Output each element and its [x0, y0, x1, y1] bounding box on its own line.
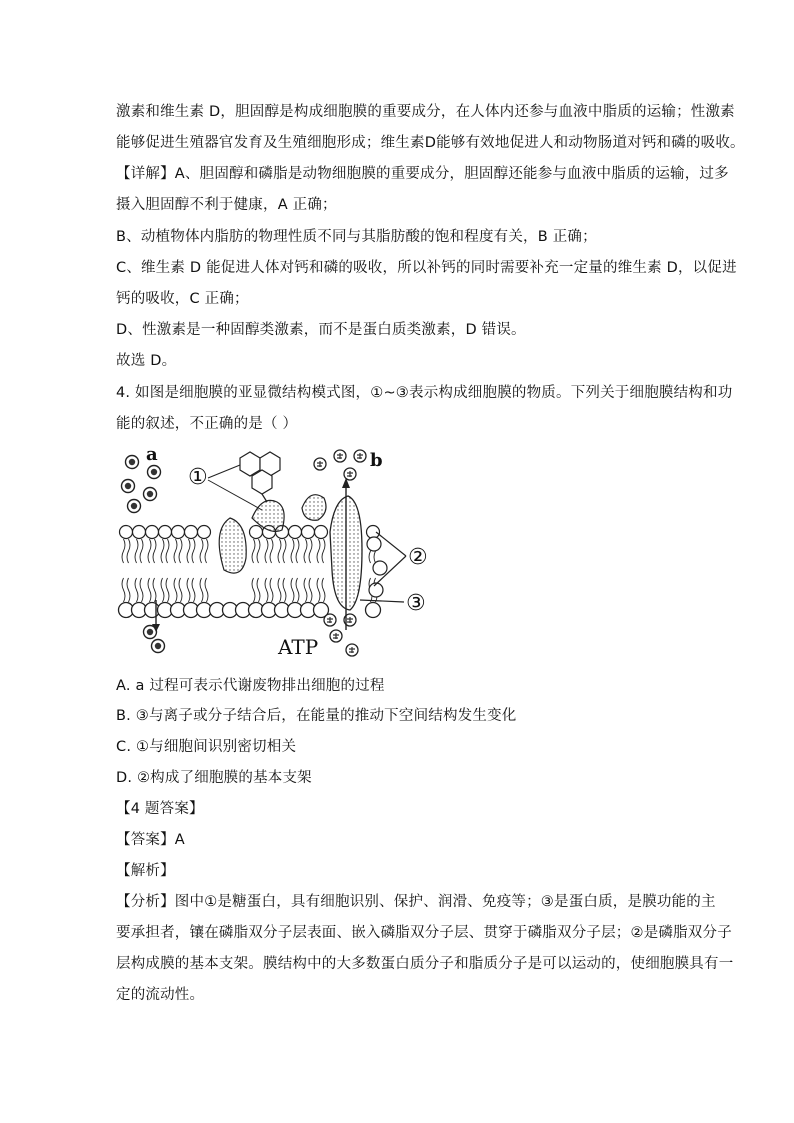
analysis-line: 层构成膜的基本支架。膜结构中的大多数蛋白质分子和脂质分子是可以运动的，使细胞膜具有一 — [116, 956, 734, 972]
text-line: 故选 D。 — [116, 353, 177, 369]
text-line: 钙的吸收，C 正确； — [116, 291, 249, 307]
phospholipid-head — [315, 526, 328, 539]
lipid-tail — [278, 578, 281, 602]
phospholipid-head — [366, 603, 381, 618]
lipid-tail — [127, 578, 130, 602]
label-b: b — [370, 450, 383, 471]
lipid-tail — [309, 539, 312, 563]
text-line: 能够促进生殖器官发育及生殖细胞形成；维生素D能够有效地促进人和动物肠道对钙和磷的吸收。 — [116, 135, 745, 151]
lipid-tail — [296, 578, 299, 602]
phospholipid-head — [185, 526, 198, 539]
lipid-tail — [187, 539, 190, 563]
phospholipid-head — [302, 526, 315, 539]
phospholipid-head — [120, 526, 133, 539]
label-1: ① — [188, 465, 208, 490]
phospholipid-head — [146, 526, 159, 539]
lipid-tail — [166, 539, 169, 563]
phospholipid-head — [172, 526, 185, 539]
lipid-tail — [322, 539, 325, 563]
text-line: B、动植物体内脂肪的物理性质不同与其脂肪酸的饱和程度有关，B 正确； — [116, 229, 597, 245]
phospholipid-head — [250, 526, 263, 539]
analysis-line: 【分析】图中①是糖蛋白，具有细胞识别、保护、润滑、免疫等；③是蛋白质，是膜功能的主 — [116, 894, 716, 910]
lipid-tail — [322, 578, 325, 602]
lipid-tail — [291, 539, 294, 563]
lipid-tail — [153, 578, 156, 602]
phospholipid-head — [369, 583, 383, 597]
lipid-tail — [192, 539, 195, 563]
lipid-tail — [283, 578, 286, 602]
lipid-tail — [140, 539, 143, 563]
text-line: 【详解】A、胆固醇和磷脂是动物细胞膜的重要成分，胆固醇还能参与血液中脂质的运输，过多 — [116, 166, 729, 182]
lipid-tail — [200, 539, 203, 563]
analysis-line: 定的流动性。 — [116, 987, 205, 1003]
lipid-tail — [161, 578, 164, 602]
phospholipid-head — [367, 537, 381, 551]
lipid-tail — [296, 539, 299, 563]
text-line: D、性激素是一种固醇类激素，而不是蛋白质类激素，D 错误。 — [116, 322, 526, 338]
text-line: 激素和维生素 D，胆固醇是构成细胞膜的重要成分，在人体内还参与血液中脂质的运输；性激素 — [116, 104, 735, 120]
analysis-line: 要承担者，镶在磷脂双分子层表面、嵌入磷脂双分子层、贯穿于磷脂双分子层；②是磷脂双分子 — [116, 925, 732, 941]
lipid-tail — [148, 539, 151, 563]
answer-heading: 【4 题答案】 — [116, 801, 204, 817]
surface-protein — [219, 518, 246, 573]
lipid-tail — [179, 539, 182, 563]
question-stem: 4. 如图是细胞膜的亚显微结构模式图，①~③表示构成细胞膜的物质。下列关于细胞膜结构和功 — [116, 385, 733, 401]
phospholipid-head — [373, 561, 387, 575]
text-line: 摄入胆固醇不利于健康，A 正确； — [116, 197, 337, 213]
label-3: ③ — [406, 591, 426, 616]
lipid-tail — [187, 578, 190, 602]
lipid-tail — [257, 539, 260, 563]
lipid-tail — [192, 578, 195, 602]
lipid-tail — [148, 578, 151, 602]
option-a: A. a 过程可表示代谢废物排出细胞的过程 — [116, 678, 385, 694]
lipid-tail — [252, 539, 255, 563]
lipid-tail — [122, 578, 125, 602]
lipid-tail — [252, 578, 255, 602]
lipid-tail — [270, 539, 273, 563]
lipid-tail — [205, 539, 208, 563]
lipid-tail — [257, 578, 260, 602]
phospholipid-head — [133, 526, 146, 539]
option-b: B. ③与离子或分子结合后，在能量的推动下空间结构发生变化 — [116, 708, 517, 724]
text-line: C、维生素 D 能促进人体对钙和磷的吸收，所以补钙的同时需要补充一定量的维生素 D，以促进 — [116, 260, 737, 276]
peripheral-protein — [302, 495, 326, 521]
phospholipid-head — [289, 526, 302, 539]
lipid-tail — [174, 539, 177, 563]
lipid-tail — [270, 578, 273, 602]
cell-membrane-figure — [112, 440, 442, 668]
label-atp: ATP — [278, 635, 319, 659]
lipid-tail — [304, 578, 307, 602]
lipid-tail — [140, 578, 143, 602]
lipid-tail — [200, 578, 203, 602]
label-2: ② — [408, 545, 428, 570]
lipid-tail — [153, 539, 156, 563]
lipid-tail — [265, 539, 268, 563]
option-c: C. ①与细胞间识别密切相关 — [116, 739, 297, 755]
lipid-tail — [317, 539, 320, 563]
lipid-tail — [317, 578, 320, 602]
lipid-tail — [166, 578, 169, 602]
lipid-tail — [291, 578, 294, 602]
lipid-tail — [174, 578, 177, 602]
lipid-tail — [309, 578, 312, 602]
lipid-tail — [135, 539, 138, 563]
lipid-tail — [283, 539, 286, 563]
lipid-tail — [179, 578, 182, 602]
lipid-tail — [127, 539, 130, 563]
analysis-heading: 【解析】 — [116, 863, 175, 879]
question-stem: 能的叙述，不正确的是（ ） — [116, 416, 298, 432]
label-a: a — [146, 444, 158, 465]
option-d: D. ②构成了细胞膜的基本支架 — [116, 770, 312, 786]
lipid-tail — [265, 578, 268, 602]
answer-text: 【答案】A — [116, 832, 185, 848]
lipid-tail — [205, 578, 208, 602]
lipid-tail — [278, 539, 281, 563]
lipid-tail — [304, 539, 307, 563]
phospholipid-head — [198, 526, 211, 539]
lipid-tail — [122, 539, 125, 563]
phospholipid-head — [159, 526, 172, 539]
lipid-tail — [135, 578, 138, 602]
lipid-tail — [161, 539, 164, 563]
sugar-chain — [240, 452, 280, 502]
